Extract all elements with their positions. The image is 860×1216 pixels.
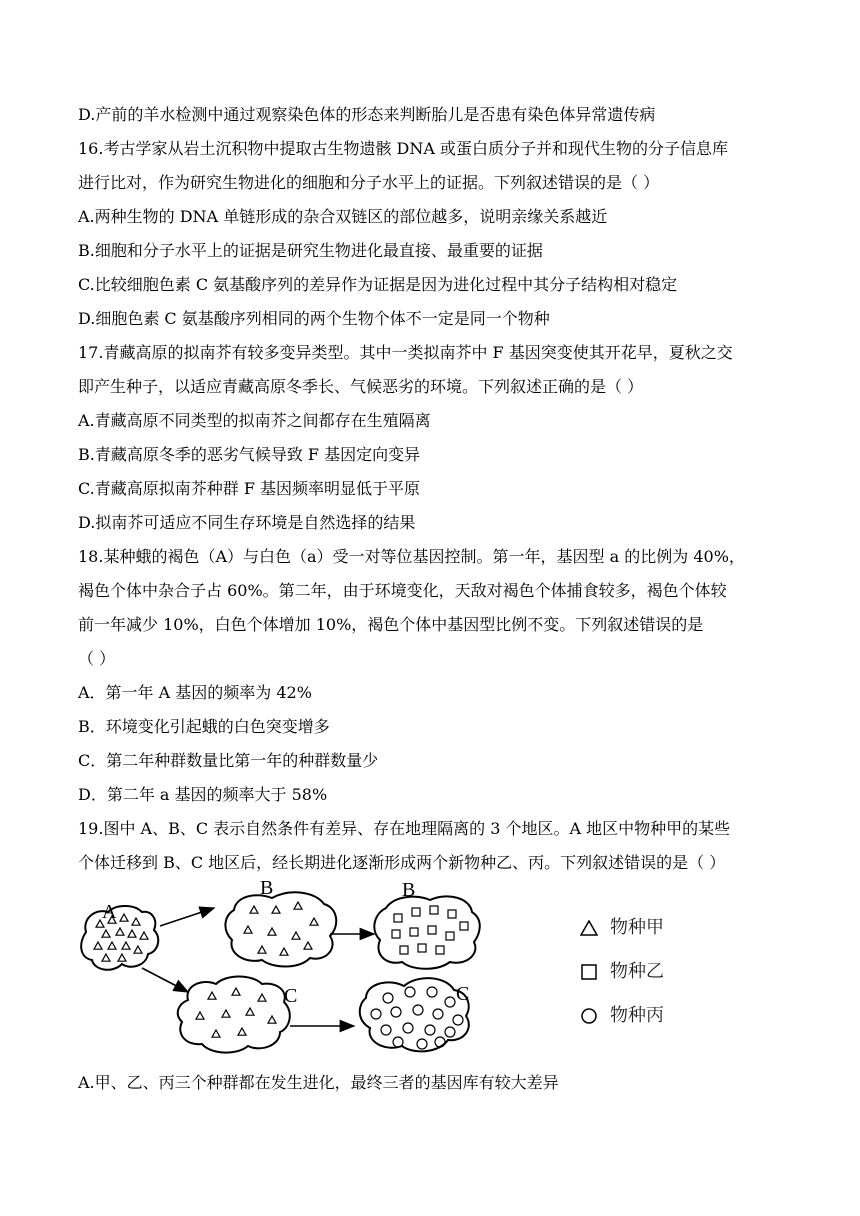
question-18-option-c: C．第二年种群数量比第一年的种群数量少 (78, 751, 379, 770)
species-yi-squares-region-b (392, 906, 468, 954)
triangle-mark (268, 928, 276, 935)
triangle-mark (238, 1028, 246, 1035)
triangle-mark (310, 918, 318, 925)
triangle-mark (116, 928, 124, 935)
question-18-option-a: A．第一年 A 基因的频率为 42% (78, 683, 312, 702)
question-17-option-a: A.青藏高原不同类型的拟南芥之间都存在生殖隔离 (78, 411, 431, 430)
square-mark (446, 932, 454, 940)
triangle-mark (304, 942, 312, 949)
circle-mark (427, 987, 437, 997)
question-16-option-d: D.细胞色素 C 氨基酸序列相同的两个生物个体不一定是同一个物种 (78, 309, 550, 328)
question-16-option-b: B.细胞和分子水平上的证据是研究生物进化最直接、最重要的证据 (78, 241, 543, 260)
question-18-stem-line-1: 18.某种蛾的褐色（A）与白色（a）受一对等位基因控制。第一年，基因型 a 的比例为 40%， (78, 547, 745, 566)
triangle-mark (196, 1012, 204, 1019)
question-19-stem-line-2: 个体迁移到 B、C 地区后，经长期进化逐渐形成两个新物种乙、丙。下列叙述错误的是（ ） (78, 853, 726, 872)
question-18-stem-line-3: 前一年减少 10%，白色个体增加 10%，褐色个体中基因型比例不变。下列叙述错误的是 (78, 615, 704, 634)
circle-mark (413, 1005, 423, 1015)
square-mark (400, 946, 408, 954)
circle-icon (580, 1008, 598, 1024)
circle-mark (405, 987, 415, 997)
species-jia-triangles-region-c (196, 988, 276, 1037)
triangle-mark (134, 946, 142, 953)
circle-mark (371, 1009, 381, 1019)
triangle-mark (280, 948, 288, 955)
triangle-mark (208, 992, 216, 999)
square-mark (428, 926, 436, 934)
speciation-figure (76, 874, 664, 1064)
circle-mark (393, 1037, 403, 1047)
question-19-option-a: A.甲、乙、丙三个种群都在发生进化，最终三者的基因库有较大差异 (78, 1073, 559, 1092)
question-18-option-d: D．第二年 a 基因的频率大于 58% (78, 785, 328, 804)
triangle-mark (102, 930, 110, 937)
species-jia-triangles-region-b (244, 902, 318, 955)
circle-mark (445, 1027, 455, 1037)
circle-mark (453, 1015, 463, 1025)
square-mark (394, 914, 402, 922)
square-mark (436, 946, 444, 954)
circle-mark (417, 1039, 427, 1049)
question-17-option-b: B.青藏高原冬季的恶劣气候导致 F 基因定向变异 (78, 445, 421, 464)
region-b-evolved-outline (374, 896, 479, 968)
question-16-option-c: C.比较细胞色素 C 氨基酸序列的差异作为证据是因为进化过程中其分子结构相对稳定 (78, 275, 678, 294)
square-mark (418, 944, 426, 952)
region-c-outline (178, 977, 290, 1053)
triangle-mark (212, 1030, 220, 1037)
circle-mark (445, 997, 455, 1007)
circle-mark (433, 1009, 443, 1019)
question-17-stem-line-1: 17.青藏高原的拟南芥有较多变异类型。其中一类拟南芥中 F 基因突变使其开花早，夏秋之交 (78, 343, 733, 362)
question-16-option-a: A.两种生物的 DNA 单链形成的杂合双链区的部位越多，说明亲缘关系越近 (78, 207, 608, 226)
circle-mark (403, 1023, 413, 1033)
region-b-evolved-label: B (402, 879, 416, 901)
triangle-mark (232, 988, 240, 995)
arrow-a-to-b (160, 908, 214, 926)
question-17-option-d: D.拟南芥可适应不同生存环境是自然选择的结果 (78, 513, 416, 532)
triangle-mark (108, 942, 116, 949)
question-19-stem-line-1: 19.图中 A、B、C 表示自然条件有差异、存在地理隔离的 3 个地区。A 地区中物种甲的某些 (78, 819, 731, 838)
legend-item-species-jia (580, 916, 720, 942)
triangle-mark (128, 930, 136, 937)
square-mark (460, 922, 468, 930)
region-b-label: B (260, 877, 274, 899)
square-mark (430, 906, 438, 914)
triangle-mark (272, 906, 280, 913)
text-line-1: D.产前的羊水检测中通过观察染色体的形态来判断胎儿是否患有染色体异常遗传病 (78, 105, 656, 124)
triangle-mark (292, 932, 300, 939)
triangle-mark (122, 942, 130, 949)
arrow-a-to-c (142, 968, 188, 992)
question-18-stem-line-2: 褐色个体中杂合子占 60%。第二年，由于环境变化，天敌对褐色个体捕食较多，褐色个体较 (78, 581, 727, 600)
circle-mark (381, 1025, 391, 1035)
triangle-mark (258, 994, 266, 1001)
triangle-icon (580, 920, 598, 936)
triangle-mark (268, 1016, 276, 1023)
region-c-evolved-label: C (456, 983, 470, 1005)
triangle-mark (102, 954, 110, 961)
circle-mark (425, 1025, 435, 1035)
legend-label-species-bing: 物种丙 (610, 1005, 664, 1026)
region-c-label: C (284, 985, 298, 1007)
legend-item-species-yi (580, 960, 720, 986)
legend-label-species-yi: 物种乙 (610, 961, 664, 982)
legend-label-species-jia: 物种甲 (610, 917, 664, 938)
triangle-mark (94, 942, 102, 949)
circle-mark (435, 1037, 445, 1047)
circle-mark (383, 993, 393, 1003)
triangle-mark (140, 932, 148, 939)
square-mark (448, 910, 456, 918)
legend-item-species-bing (580, 1004, 720, 1030)
square-mark (410, 928, 418, 936)
triangle-mark (120, 914, 128, 921)
triangle-mark (222, 1010, 230, 1017)
triangle-mark (132, 918, 140, 925)
square-mark (412, 908, 420, 916)
circle-mark (391, 1007, 401, 1017)
question-17-stem-line-2: 即产生种子，以适应青藏高原冬季长、气候恶劣的环境。下列叙述正确的是（ ） (78, 377, 644, 396)
question-18-stem-line-4: （ ） (78, 649, 116, 668)
question-16-stem-line-1: 16.考古学家从岩土沉积物中提取古生物遗骸 DNA 或蛋白质分子并和现代生物的分子信息库 (78, 139, 729, 158)
question-16-stem-line-2: 进行比对，作为研究生物进化的细胞和分子水平上的证据。下列叙述错误的是（ ） (78, 173, 660, 192)
square-icon (580, 964, 598, 980)
triangle-mark (118, 954, 126, 961)
region-diagram (76, 874, 596, 1064)
triangle-mark (250, 906, 258, 913)
square-mark (392, 930, 400, 938)
triangle-mark (246, 1008, 254, 1015)
triangle-mark (258, 946, 266, 953)
question-17-option-c: C.青藏高原拟南芥种群 F 基因频率明显低于平原 (78, 479, 421, 498)
question-18-option-b: B．环境变化引起蛾的白色突变增多 (78, 717, 330, 736)
triangle-mark (244, 926, 252, 933)
triangle-mark (294, 902, 302, 909)
region-a-label: A (102, 901, 117, 923)
